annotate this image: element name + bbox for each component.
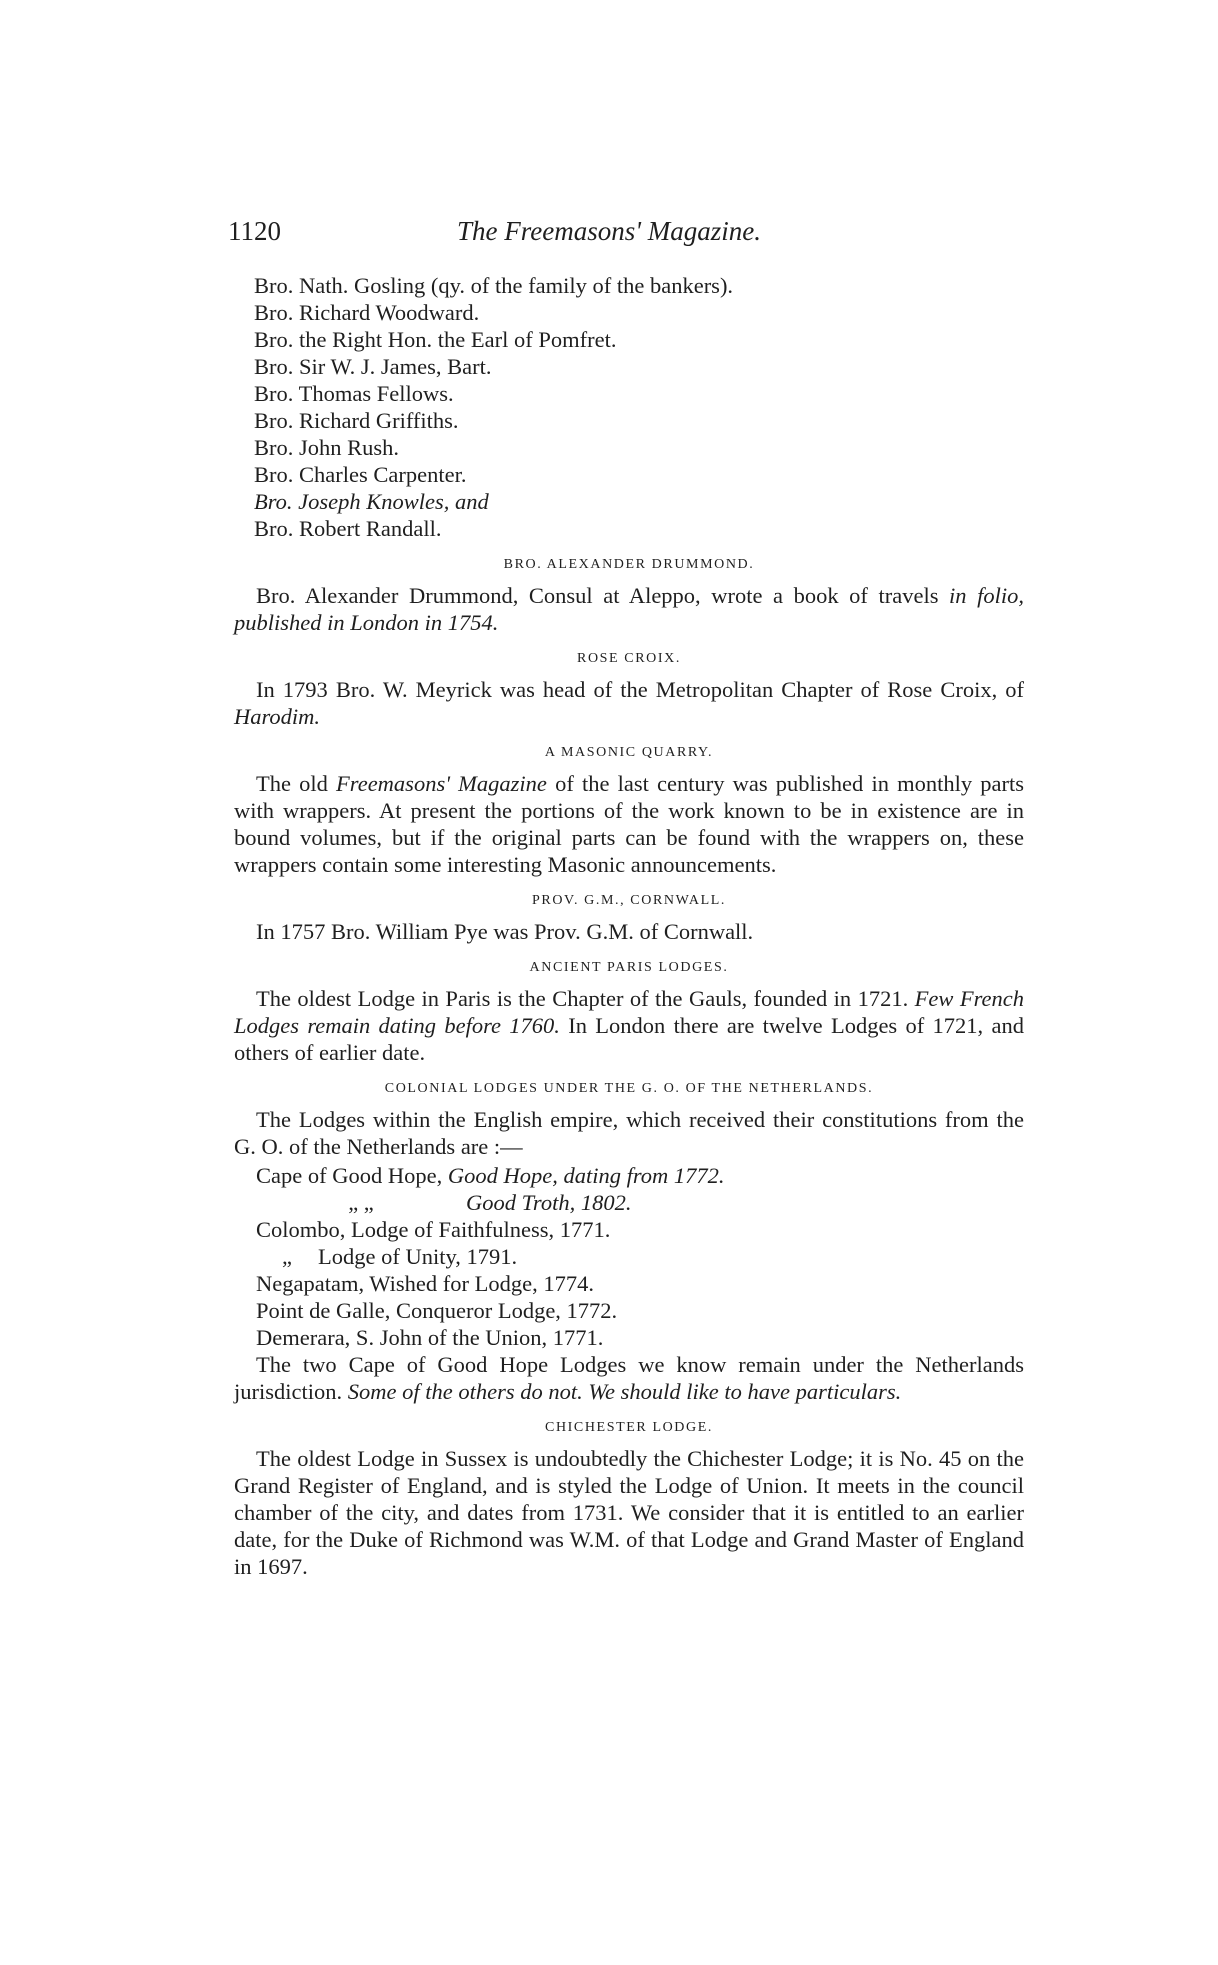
entry-lodge: Good Troth, 1802. (466, 1190, 632, 1215)
section-chichester-lodge (234, 1419, 1024, 1580)
list-item: Bro. the Right Hon. the Earl of Pomfret. (254, 327, 617, 352)
list-item: Bro. Joseph Knowles, and (254, 489, 489, 514)
paragraph-italic-text: Few French Lodges remain dating before 1760. (234, 986, 1024, 1038)
page-number: 1120 (228, 216, 281, 246)
paragraph-text: of the last century was published in monthly parts with wrappers. At present the portions of the work known to be in existence are in bound volumes, but if the original parts can be found with the wrappers on, these wrappers contain some interesting Masonic announcements. (234, 771, 1024, 877)
text-column (234, 272, 1024, 1580)
lodge-entry: Negapatam, Wished for Lodge, 1774. (256, 1271, 594, 1296)
paragraph-text: The two Cape of Good Hope Lodges we know remain under the Netherlands jurisdiction. (234, 1352, 1024, 1404)
lodge-list (234, 1162, 1024, 1351)
entry-place: Cape of Good Hope, (256, 1163, 448, 1188)
section-paragraph (234, 1351, 1024, 1405)
section-heading: BRO. ALEXANDER DRUMMOND. (503, 557, 755, 572)
section-paragraph (234, 985, 1024, 1066)
section-paragraph (234, 676, 1024, 730)
list-item: Bro. Nath. Gosling (qy. of the family of the bankers). (254, 273, 734, 298)
section-paragraph: In 1757 Bro. William Pye was Prov. G.M. of Cornwall. (256, 919, 754, 944)
list-item: Bro. Charles Carpenter. (254, 462, 467, 487)
lodge-entry: Demerara, S. John of the Union, 1771. (256, 1325, 604, 1350)
list-item: Bro. Thomas Fellows. (254, 381, 454, 406)
paragraph-text: The oldest Lodge in Paris is the Chapter of the Gauls, founded in 1721. (256, 986, 915, 1011)
section-heading: PROV. G.M., CORNWALL. (532, 893, 726, 908)
list-item: Bro. John Rush. (254, 435, 400, 460)
section-heading: ROSE CROIX. (577, 651, 681, 666)
section-paragraph: The Lodges within the English empire, which received their constitutions from the G. O. of the Netherlands are :— (234, 1107, 1024, 1159)
section-heading: COLONIAL LODGES UNDER THE G. O. OF THE NETHERLANDS. (384, 1081, 874, 1096)
running-title: The Freemasons' Magazine. (457, 216, 761, 246)
paragraph-text: The old (256, 771, 337, 796)
paragraph-italic-text: Freemasons' Magazine (336, 771, 547, 796)
page-header (0, 216, 1218, 256)
lodge-entry (234, 1243, 1024, 1270)
section-heading: CHICHESTER LODGE. (545, 1420, 713, 1435)
section-paragraph: The oldest Lodge in Sussex is undoubtedly the Chichester Lodge; it is No. 45 on the Grand Register of England, and is styled the Lodge of Union. It meets in the council chamber of the city, and dates from 1731. We consider that it is entitled to an earlier date, for the Duke of Richmond was W.M. of that Lodge and Grand Master of England in 1697. (234, 1446, 1024, 1579)
section-paragraph (234, 582, 1024, 636)
entry-lodge: Lodge of Unity, 1791. (318, 1244, 518, 1269)
paragraph-text: In London there are twelve Lodges of 1721, and others of earlier date. (234, 1013, 1024, 1065)
section-cornwall (234, 892, 1024, 945)
section-paris-lodges (234, 959, 1024, 1066)
lodge-entry: Point de Galle, Conqueror Lodge, 1772. (256, 1298, 618, 1323)
lodge-entry (234, 1162, 1024, 1189)
list-item: Bro. Richard Woodward. (254, 300, 480, 325)
entry-lodge: Good Hope, dating from 1772. (447, 1163, 725, 1188)
ditto-marks: „ (282, 1244, 292, 1269)
section-paragraph (234, 770, 1024, 878)
paragraph-italic-text: in folio, (949, 583, 1024, 608)
paragraph-text: In 1793 Bro. W. Meyrick was head of the Metropolitan Chapter of Rose Croix, of (256, 677, 1024, 702)
list-item: Bro. Robert Randall. (254, 516, 442, 541)
paragraph-text: Bro. Alexander Drummond, Consul at Aleppo, wrote a book of travels (256, 583, 939, 608)
lodge-entry: Colombo, Lodge of Faithfulness, 1771. (256, 1217, 611, 1242)
paragraph-italic-text: published in London in 1754. (234, 610, 499, 635)
section-drummond (234, 556, 1024, 636)
section-colonial-lodges (234, 1080, 1024, 1405)
list-item: Bro. Sir W. J. James, Bart. (254, 354, 492, 379)
lodge-entry (234, 1189, 1024, 1216)
paragraph-italic-text: Harodim. (234, 704, 321, 729)
ditto-marks: „ „ (348, 1190, 374, 1215)
paragraph-italic-text: Some of the others do not. We should like to have particulars. (342, 1379, 902, 1404)
section-heading: A MASONIC QUARRY. (544, 745, 714, 760)
section-masonic-quarry (234, 744, 1024, 878)
members-list (234, 272, 1024, 542)
list-item: Bro. Richard Griffiths. (254, 408, 459, 433)
section-rose-croix (234, 650, 1024, 730)
section-heading: ANCIENT PARIS LODGES. (529, 960, 729, 975)
